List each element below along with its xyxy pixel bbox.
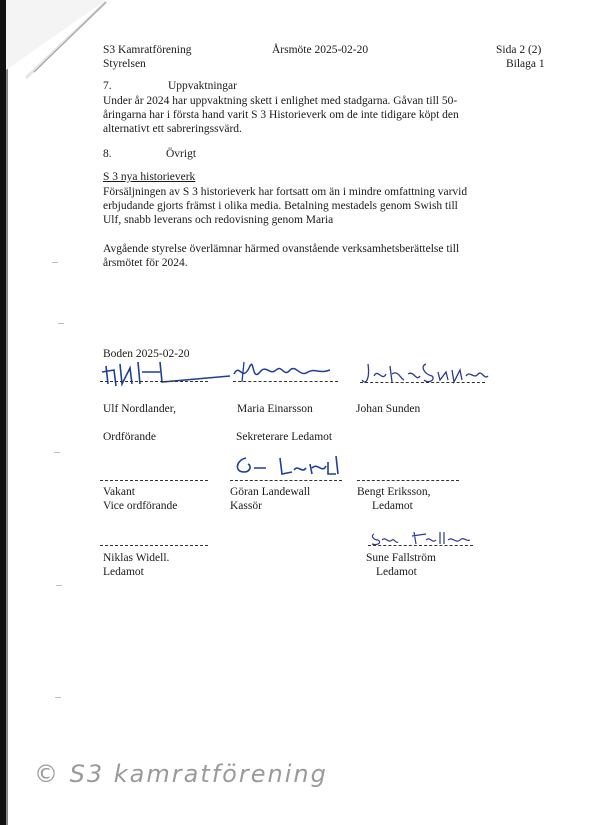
- scan-mark: [56, 585, 62, 586]
- signature-line: [233, 381, 338, 382]
- signature-line: [368, 545, 473, 546]
- scan-mark: [54, 452, 60, 453]
- niklas-role: Ledamot: [103, 566, 144, 578]
- header-org: S3 Kamratförening: [103, 44, 192, 56]
- goran-name: Göran Landewall: [230, 486, 311, 498]
- vakant-role: Vice ordförande: [103, 500, 178, 512]
- signature-line: [357, 480, 459, 481]
- scan-mark: [58, 323, 64, 324]
- niklas-name: Niklas Widell.: [103, 552, 170, 564]
- header-attachment: Bilaga 1: [506, 58, 545, 70]
- section8-title: Övrigt: [166, 148, 197, 160]
- folded-corner: [6, 0, 116, 100]
- johan-name: Johan Sunden: [356, 403, 421, 415]
- vakant-name: Vakant: [103, 486, 135, 498]
- signature-johan: [360, 358, 495, 388]
- section7-title: Uppvaktningar: [168, 80, 237, 92]
- scan-mark: [52, 262, 58, 263]
- signature-ulf: [100, 358, 240, 388]
- scan-edge-shadow: [6, 0, 8, 825]
- maria-name: Maria Einarsson: [237, 403, 313, 415]
- section8-body: [103, 185, 467, 227]
- sune-role: Ledamot: [376, 566, 417, 578]
- place-date: Boden 2025-02-20: [103, 348, 190, 360]
- header-meeting: Årsmöte 2025-02-20: [272, 44, 369, 56]
- section8-subtitle: S 3 nya historieverk: [103, 171, 196, 183]
- closing-line: årsmötet för 2024.: [103, 257, 188, 269]
- section7-line: Under år 2024 har uppvaktning skett i enlighet med stadgarna. Gåvan till 50-: [103, 95, 458, 107]
- section8-line: erbjudande gjorts främst i olika media. Betalning mestadels genom Swish till: [103, 200, 458, 212]
- section8-line: Försäljningen av S 3 historieverk har fortsatt om än i mindre omfattning varvid: [103, 186, 468, 198]
- ulf-role: Ordförande: [103, 431, 157, 443]
- signature-line: [360, 382, 485, 383]
- header-sub: Styrelsen: [103, 58, 146, 70]
- sune-name: Sune Fallström: [366, 552, 436, 564]
- section8-number: 8.: [103, 148, 112, 160]
- signature-line: [100, 381, 208, 382]
- bengt-name: Bengt Eriksson,: [357, 486, 431, 498]
- signature-line: [100, 480, 208, 481]
- scan-mark: [55, 697, 61, 698]
- ulf-name: Ulf Nordlander,: [103, 403, 176, 415]
- section7-number: 7.: [103, 80, 112, 92]
- signature-line: [230, 480, 342, 481]
- signature-line: [100, 545, 208, 546]
- goran-role: Kassör: [230, 500, 262, 512]
- maria-role: Sekreterare Ledamot: [236, 431, 333, 443]
- closing-line: Avgående styrelse överlämnar härmed ovanstående verksamhetsberättelse till: [103, 243, 460, 255]
- signature-goran: [232, 452, 347, 480]
- bengt-role: Ledamot: [372, 500, 413, 512]
- section7-line: alternativt ett sabreringssvärd.: [103, 123, 242, 135]
- copyright-watermark: © S3 kamratförening: [34, 760, 328, 788]
- section7-body: [103, 94, 459, 136]
- section7-line: åringarna har i första hand varit S 3 Historieverk om de inte tidigare köpt den: [103, 109, 459, 121]
- section8-line: Ulf, snabb leverans och redovisning genom Maria: [103, 214, 334, 226]
- closing-statement: [103, 242, 459, 270]
- header-page: Sida 2 (2): [496, 44, 542, 56]
